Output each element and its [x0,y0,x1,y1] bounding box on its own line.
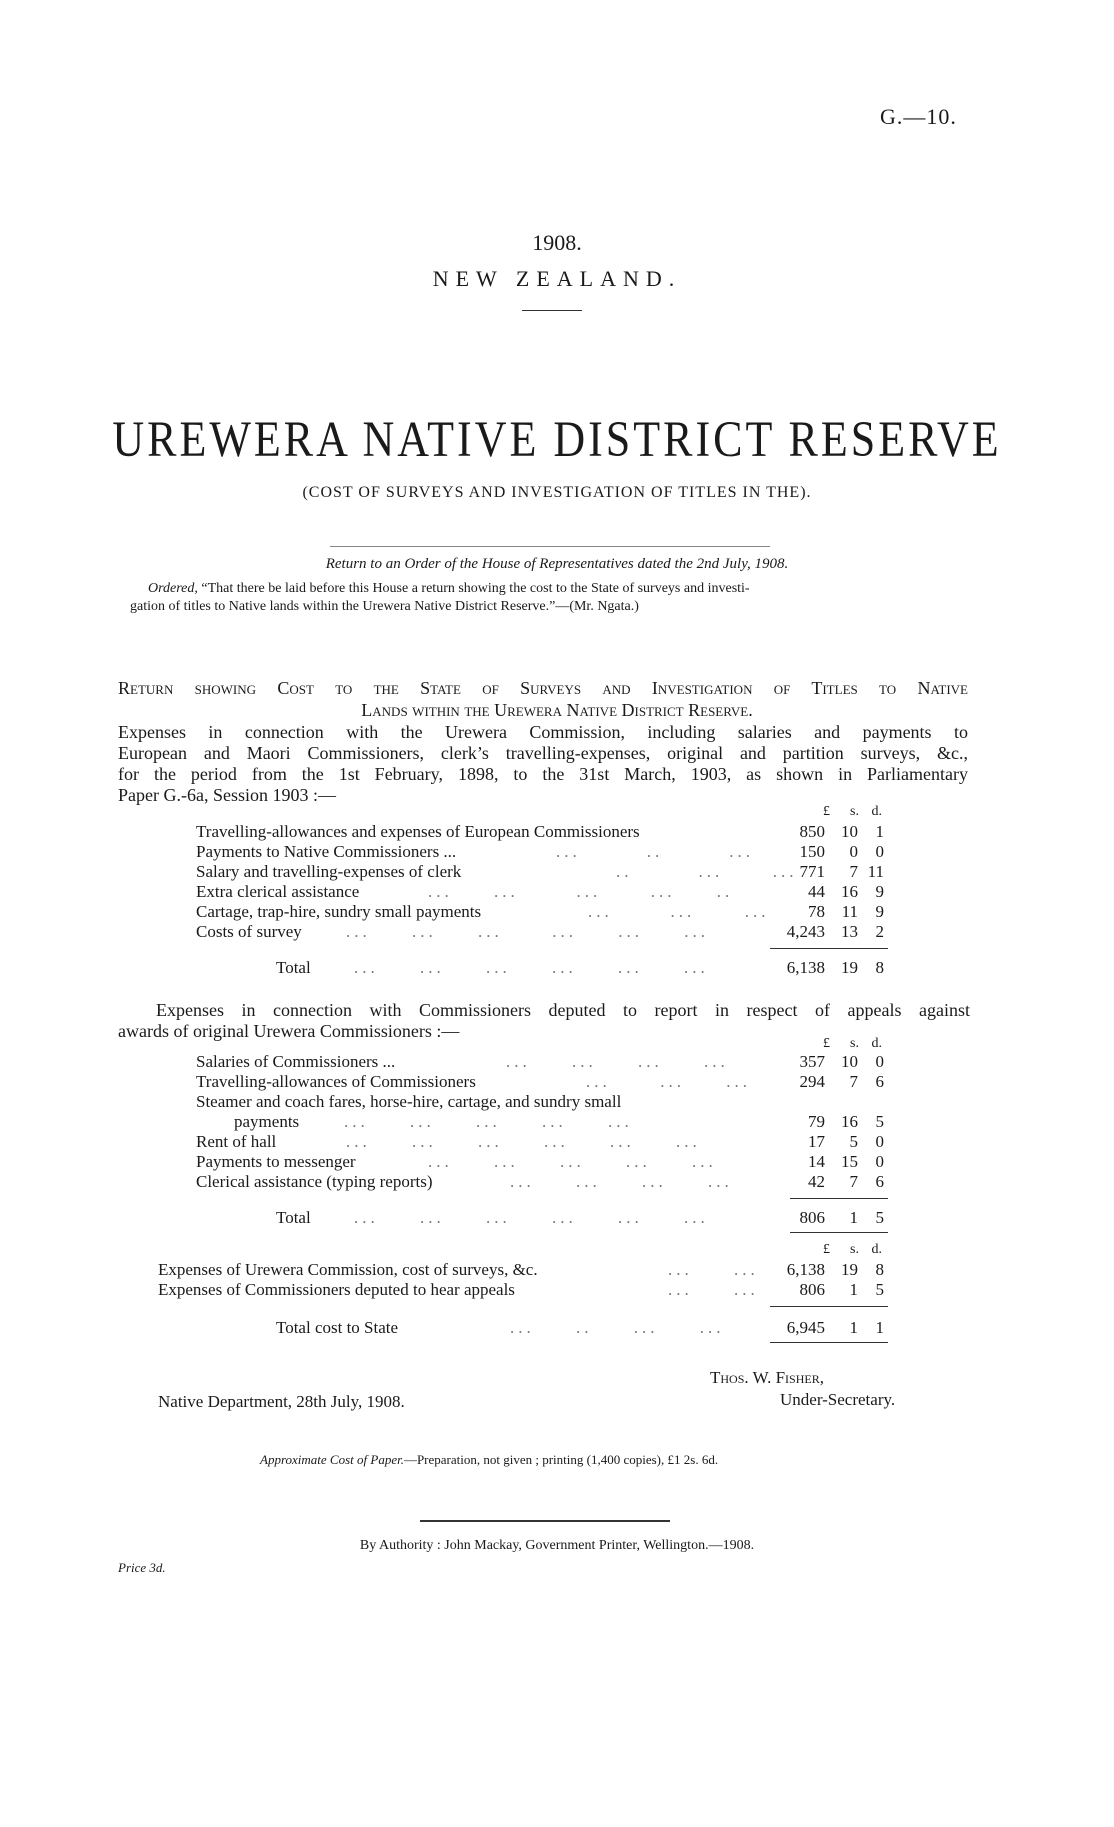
document-year: 1908. [532,230,582,255]
summary-item-shillings: 1 [849,1280,858,1299]
s2-item-pence: 6 [875,1072,884,1091]
summary-item-label: Expenses of Urewera Commission, cost of surveys, &c. ... ... [158,1260,759,1279]
summary-total-pence: 1 [875,1318,884,1337]
summary-total-label: Total cost to State ... .. ... ... [276,1318,725,1337]
s2-item-label: Salaries of Commissioners ... ... ... ... ... [196,1052,729,1071]
s1-item-shillings: 16 [841,882,858,901]
s2-item-pounds: 17 [808,1132,825,1151]
s2-item-label: Steamer and coach fares, horse-hire, cartage, and sundry small [196,1092,622,1111]
s2-item-shillings: 16 [841,1112,858,1131]
s1-item-pence: 2 [875,922,884,941]
s2-item-shillings: 10 [841,1052,858,1071]
document-reference: G.—10. [880,104,957,129]
s2-item-pounds: 79 [808,1112,825,1131]
s1-item-label: Payments to Native Commissioners ... ... .. ... [196,842,754,861]
header-divider [522,310,582,311]
s2-item-shillings: 5 [849,1132,858,1151]
title-divider [330,546,770,547]
summary-item-shillings: 19 [841,1260,858,1279]
s1-item-pounds: 78 [808,902,825,921]
s1-item-pence: 9 [875,902,884,921]
s1-total-shillings: 19 [841,958,858,977]
s1-item-pounds: 44 [808,882,825,901]
s1-pound-header: £ [823,804,830,819]
s1-total-pounds: 6,138 [786,958,825,977]
ordered-label: Ordered, [148,581,198,596]
s1-item-label: Salary and travelling-expenses of clerk .. ... ... [196,862,798,881]
summary-total-pounds: 6,945 [786,1318,825,1337]
page-title: UREWERA NATIVE DISTRICT RESERVE [112,411,1002,468]
sum-shilling-header: s. [850,1242,859,1257]
summary-item-pence: 5 [875,1280,884,1299]
s2-item-label: Payments to messenger ... ... ... ... ... [196,1152,717,1171]
s1-item-pence: 0 [875,842,884,861]
s2-total-bottom-rule [790,1232,888,1233]
s2-item-label: Clerical assistance (typing reports) ... ... ... ... [196,1172,733,1191]
section1-intro-line: Expenses in connection with the Urewera Commission, including salaries and payments to [118,722,968,742]
s2-item-shillings: 15 [841,1152,858,1171]
s1-shilling-header: s. [850,804,859,819]
s1-pence-header: d. [871,804,882,819]
page-subtitle: (COST OF SURVEYS AND INVESTIGATION OF TITLES IN THE). [302,484,812,501]
s2-total-pence: 5 [875,1208,884,1227]
s2-item-pence: 0 [875,1132,884,1151]
summary-item-pounds: 806 [799,1280,825,1299]
return-heading-line1: Return showing Cost to the State of Surveys and Investigation of Titles to Native [118,678,968,698]
s2-item-label-continued: payments ... ... ... ... ... [234,1112,633,1131]
return-order-line: Return to an Order of the House of Representatives dated the 2nd July, 1908. [325,556,789,572]
s2-item-shillings: 7 [849,1072,858,1091]
s2-total-pounds: 806 [799,1208,825,1227]
s2-shilling-header: s. [850,1036,859,1051]
ordered-text-2: gation of titles to Native lands within the Urewera Native District Reserve.”—(Mr. Ngata.) [130,599,639,614]
section2-intro-line: Expenses in connection with Commissioners deputed to report in respect of appeals against [156,1000,970,1020]
section1-intro-line: Paper G.-6a, Session 1903 :— [118,785,336,805]
s2-item-shillings: 7 [849,1172,858,1191]
signatory-title: Under-Secretary. [780,1390,896,1409]
section2-intro-line: awards of original Urewera Commissioners :— [118,1021,460,1041]
s1-total-rule [770,948,888,949]
summary-item-pence: 8 [875,1260,884,1279]
s2-item-pence: 6 [875,1172,884,1191]
s2-item-pence: 5 [875,1112,884,1131]
s2-total-label: Total ... ... ... ... ... ... [276,1208,709,1227]
s2-item-label: Travelling-allowances of Commissioners ... ... ... [196,1072,751,1091]
s2-total-shillings: 1 [849,1208,858,1227]
cost-label: Approximate Cost of Paper. [260,1452,404,1467]
s1-item-shillings: 7 [849,862,858,881]
return-heading-line2: Lands within the Urewera Native District Reserve. [361,700,753,720]
s1-item-pence: 1 [875,822,884,841]
s2-pence-header: d. [871,1036,882,1051]
s1-item-pounds: 850 [799,822,825,841]
summary-total-bottom-rule [770,1342,888,1343]
s2-item-pence: 0 [875,1052,884,1071]
s2-item-pounds: 42 [808,1172,825,1191]
s1-item-pounds: 150 [799,842,825,861]
signatory-name: Thos. W. Fisher, [710,1368,824,1387]
s2-total-rule [790,1198,888,1199]
ordered-text-1: “That there be laid before this House a return showing the cost to the State of surveys and investi- [201,581,750,596]
footer-divider [420,1520,670,1522]
s1-item-shillings: 0 [849,842,858,861]
s1-item-pence: 11 [867,862,884,881]
s2-item-pounds: 357 [799,1052,825,1071]
summary-item-label: Expenses of Commissioners deputed to hear appeals ... ... [158,1280,759,1299]
s1-item-label: Extra clerical assistance ... ... ... ... .. [196,882,734,901]
printer-authority: By Authority : John Mackay, Government Printer, Wellington.—1908. [359,1538,755,1553]
s1-item-pounds: 771 [799,862,825,881]
s1-item-shillings: 11 [841,902,858,921]
country-heading: NEW ZEALAND. [432,266,682,291]
price: Price 3d. [118,1560,166,1575]
s2-item-pounds: 294 [799,1072,825,1091]
s1-item-pounds: 4,243 [786,922,825,941]
s2-item-pence: 0 [875,1152,884,1171]
s1-item-label: Cartage, trap-hire, sundry small payments ... ... ... [196,902,770,921]
section1-intro-line: European and Maori Commissioners, clerk’s travelling-expenses, original and partition surveys, &c., [118,743,968,763]
section1-intro-line: for the period from the 1st February, 1898, to the 31st March, 1903, as shown in Parliamentary [118,764,968,784]
cost-text: —Preparation, not given ; printing (1,400 copies), £1 2s. 6d. [403,1452,719,1467]
approximate-cost [260,1452,718,1468]
department-date: Native Department, 28th July, 1908. [158,1392,405,1411]
ordered-paragraph [130,580,970,616]
s1-item-shillings: 13 [841,922,858,941]
s1-item-label: Costs of survey ... ... ... ... ... ... [196,922,709,941]
sum-pence-header: d. [871,1242,882,1257]
s2-item-label: Rent of hall ... ... ... ... ... ... [196,1132,701,1151]
s1-item-pence: 9 [875,882,884,901]
s1-item-label: Travelling-allowances and expenses of European Commissioners [196,822,640,841]
s2-pound-header: £ [823,1036,830,1051]
summary-total-rule [770,1306,888,1307]
section1-intro [118,722,968,806]
s2-item-pounds: 14 [808,1152,825,1171]
sum-pound-header: £ [823,1242,830,1257]
summary-item-pounds: 6,138 [786,1260,825,1279]
s1-item-shillings: 10 [841,822,858,841]
s1-total-label: Total ... ... ... ... ... ... [276,958,709,977]
s1-total-pence: 8 [875,958,884,977]
summary-total-shillings: 1 [849,1318,858,1337]
